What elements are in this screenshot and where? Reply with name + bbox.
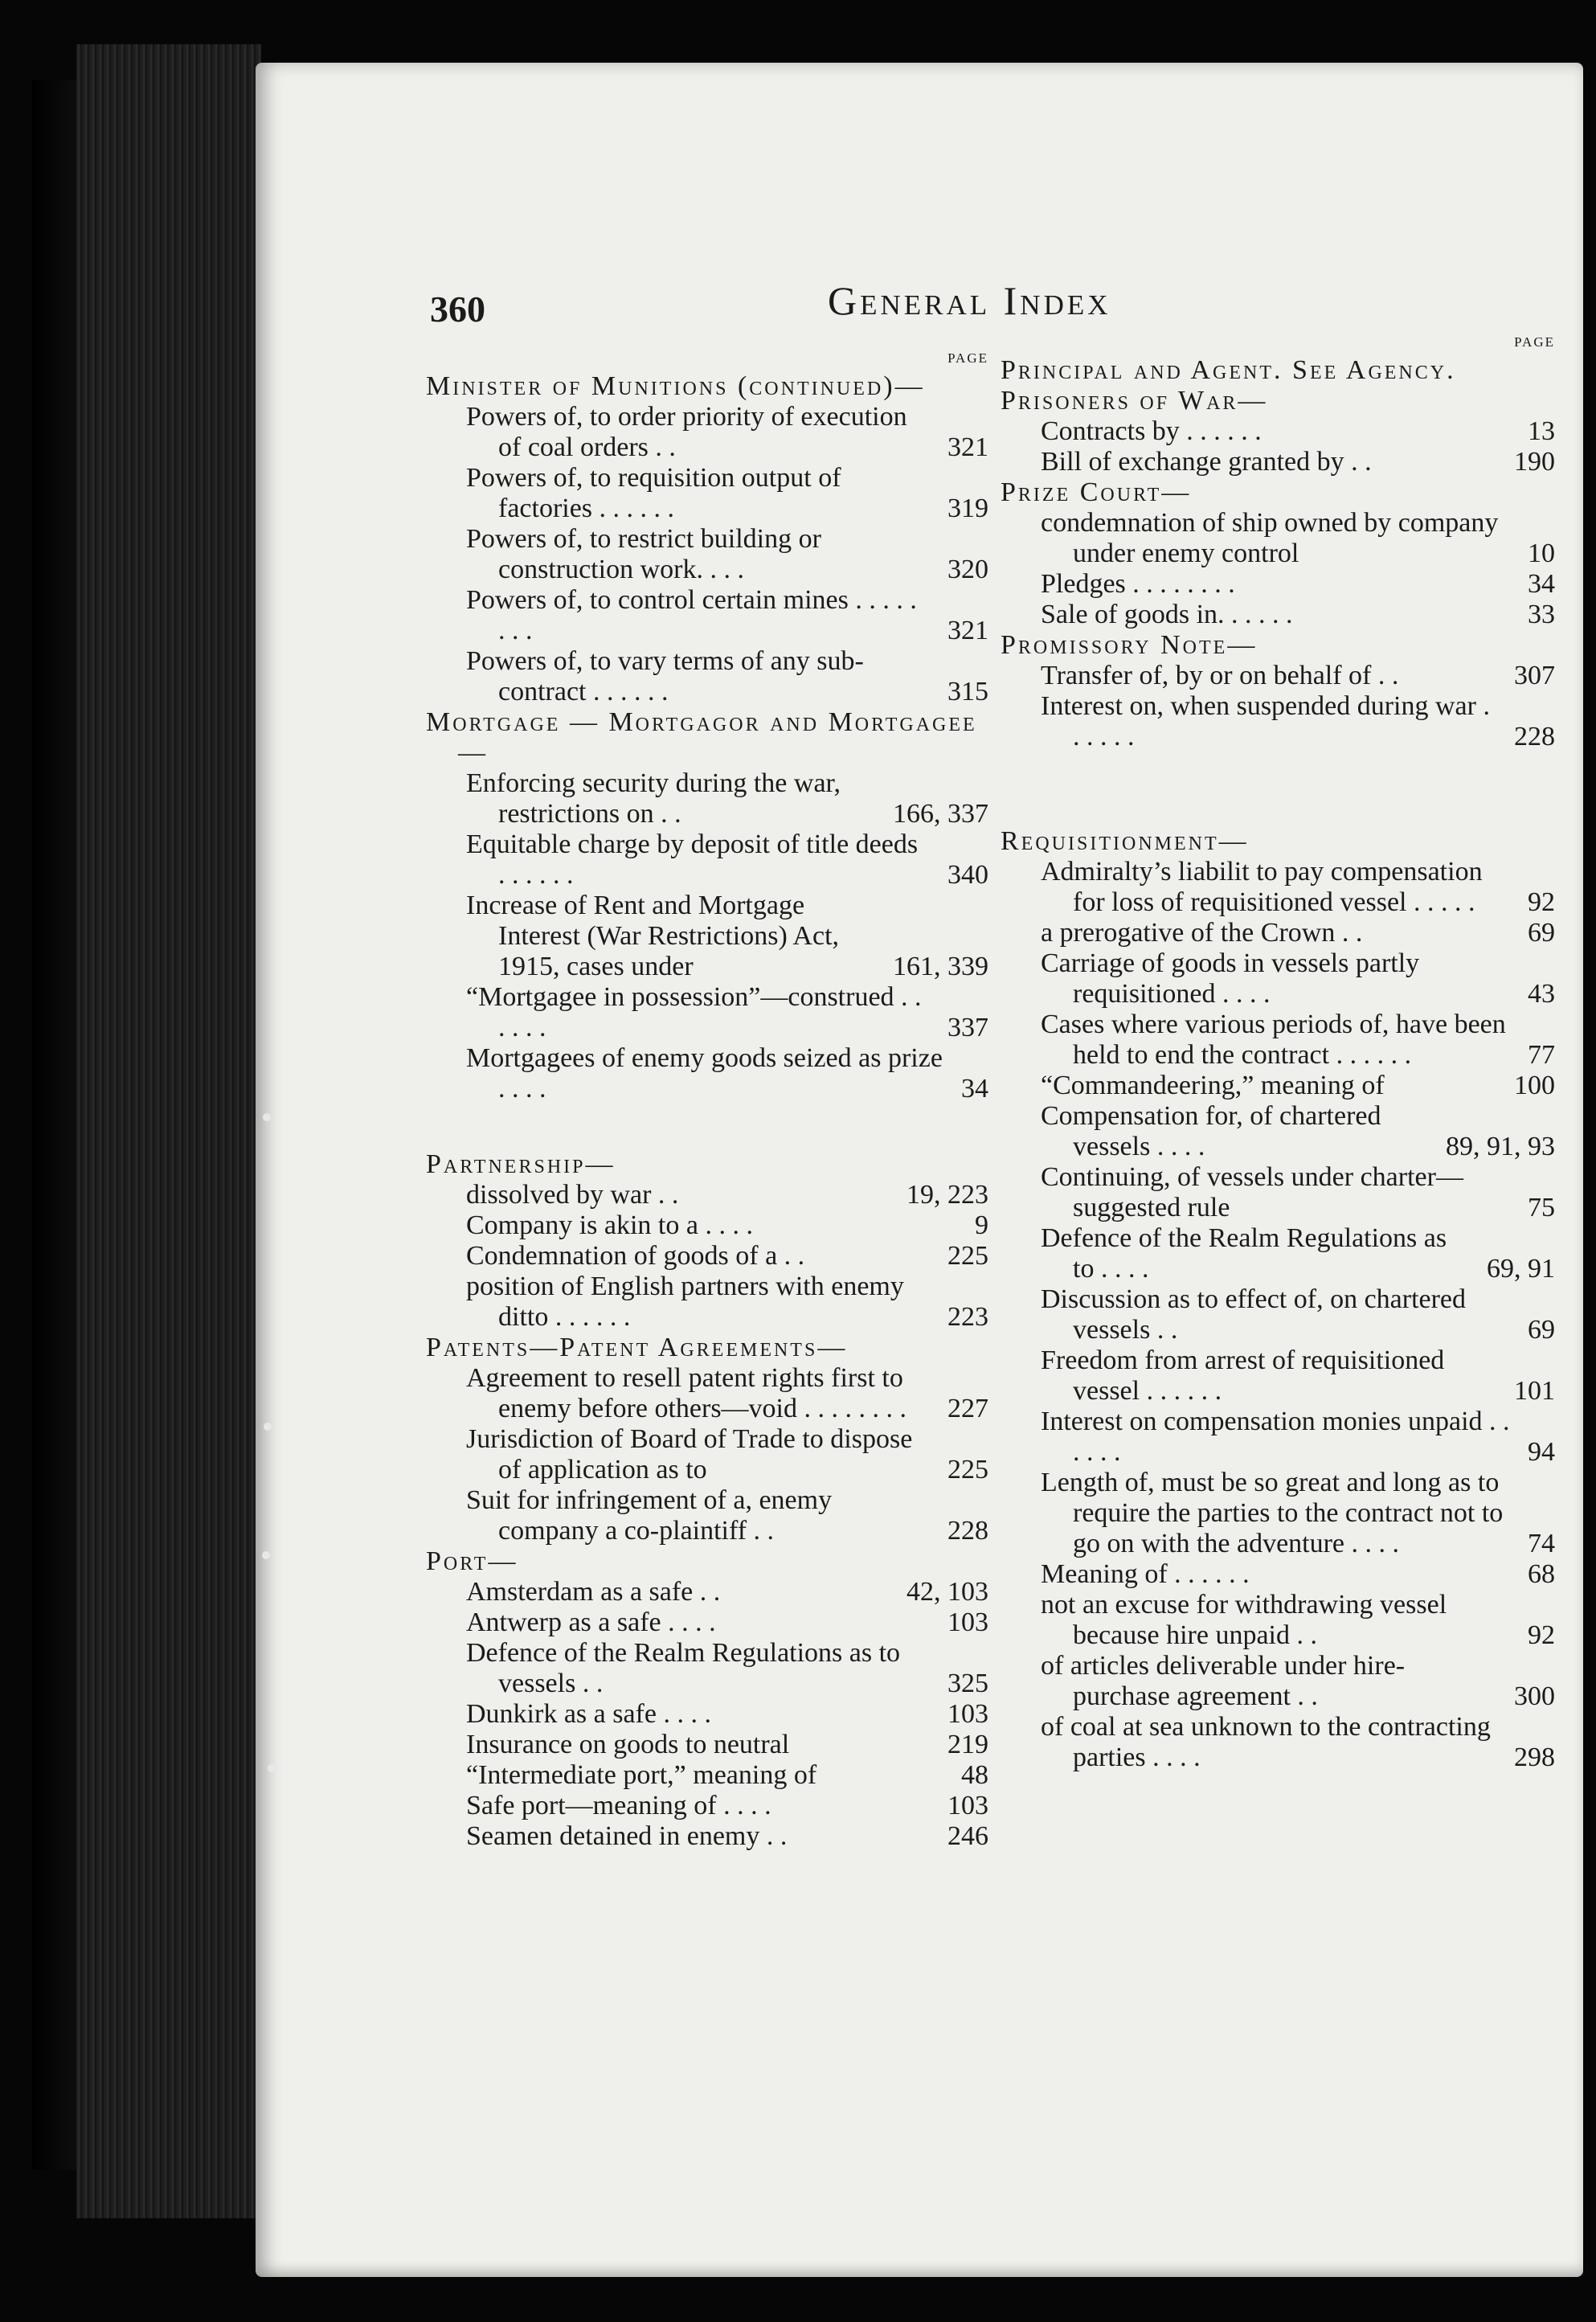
entry-page-ref: 89, 91, 93 bbox=[1446, 1132, 1555, 1161]
index-subentry bbox=[426, 1363, 988, 1424]
index-subentry bbox=[1001, 1559, 1555, 1590]
entry-text: Admiralty’s liabilit to pay compensation for loss of requisitioned vessel . . . . . bbox=[1041, 857, 1483, 917]
entry-text: Interest on, when suspended during war . . . . . . bbox=[1041, 691, 1490, 751]
entry-page-ref: 246 bbox=[947, 1821, 988, 1851]
entry-text: Principal and Agent. See Agency. bbox=[1001, 355, 1456, 385]
index-column-left bbox=[426, 346, 988, 1852]
entry-text: Mortgage — Mortgagor and Mortgagee— bbox=[426, 707, 977, 768]
index-entries bbox=[1001, 355, 1555, 1773]
entry-page-ref: 300 bbox=[1514, 1681, 1555, 1711]
entry-text: Cases where various periods of, have been held to end the contract . . . . . . bbox=[1041, 1009, 1506, 1070]
entry-text: Antwerp as a safe . . . . bbox=[466, 1607, 716, 1637]
index-heading bbox=[1001, 826, 1555, 857]
index-subentry bbox=[1001, 1009, 1555, 1071]
index-subentry bbox=[426, 1699, 988, 1730]
entry-text: Prisoners of War— bbox=[1001, 386, 1268, 416]
index-subentry bbox=[426, 1638, 988, 1699]
entry-text: “Commandeering,” meaning of bbox=[1041, 1071, 1385, 1100]
index-subentry bbox=[426, 1577, 988, 1607]
entry-text: Seamen detained in enemy . . bbox=[466, 1821, 788, 1851]
entry-page-ref: 225 bbox=[947, 1241, 988, 1271]
entry-page-ref: 161, 339 bbox=[893, 952, 988, 981]
entry-page-ref: 337 bbox=[947, 1013, 988, 1042]
entry-text: Meaning of . . . . . . bbox=[1041, 1559, 1250, 1589]
index-subentry bbox=[426, 982, 988, 1043]
entry-page-ref: 48 bbox=[961, 1760, 988, 1790]
entry-text: Bill of exchange granted by . . bbox=[1041, 447, 1372, 477]
index-subentry bbox=[426, 1730, 988, 1760]
entry-text: Powers of, to order priority of execution of coal orders . . bbox=[466, 402, 907, 462]
page-title: General Index bbox=[828, 278, 1111, 323]
entry-text: not an excuse for withdrawing vessel because hire unpaid . . bbox=[1041, 1590, 1447, 1650]
entry-text: Patents—Patent Agreements— bbox=[426, 1333, 848, 1362]
entry-page-ref: 321 bbox=[947, 616, 988, 645]
entry-page-ref: 325 bbox=[947, 1669, 988, 1698]
entry-page-ref: 228 bbox=[947, 1516, 988, 1546]
entry-page-ref: 298 bbox=[1514, 1743, 1555, 1772]
entry-text: Interest on compensation monies unpaid . . . . . . bbox=[1041, 1407, 1510, 1467]
entry-page-ref: 92 bbox=[1528, 1620, 1555, 1650]
entry-page-ref: 34 bbox=[1528, 569, 1555, 599]
entry-text: Pledges . . . . . . . . bbox=[1041, 569, 1235, 599]
entry-text: Requisitionment— bbox=[1001, 826, 1249, 856]
entry-page-ref: 9 bbox=[975, 1210, 988, 1240]
entry-text: Discussion as to effect of, on chartered vessels . . bbox=[1041, 1284, 1467, 1345]
entry-spacer bbox=[1001, 752, 1555, 826]
entry-page-ref: 69 bbox=[1528, 1315, 1555, 1345]
entry-page-ref: 319 bbox=[947, 493, 988, 523]
running-header bbox=[0, 273, 1596, 330]
entry-text: Sale of goods in. . . . . . bbox=[1041, 600, 1293, 629]
entry-spacer bbox=[426, 1104, 988, 1149]
entry-text: “Intermediate port,” meaning of bbox=[466, 1760, 817, 1790]
entry-text: Defence of the Realm Regulations as to . . . . bbox=[1041, 1223, 1447, 1284]
entry-text: Port— bbox=[426, 1546, 518, 1576]
index-subentry bbox=[1001, 508, 1555, 569]
page-speck bbox=[264, 1423, 272, 1431]
entry-text: Contracts by . . . . . . bbox=[1041, 416, 1262, 446]
index-subentry bbox=[426, 646, 988, 707]
entry-text: Suit for infringement of a, enemy company a co-plaintiff . . bbox=[466, 1485, 833, 1546]
index-subentry bbox=[426, 1180, 988, 1210]
index-subentry bbox=[426, 585, 988, 646]
entry-text: “Mortgagee in possession”—construed . . . . . . bbox=[466, 982, 922, 1042]
index-subentry bbox=[426, 1821, 988, 1852]
entry-text: Defence of the Realm Regulations as to vessels . . bbox=[466, 1638, 901, 1698]
index-subentry bbox=[1001, 691, 1555, 752]
entry-text: condemnation of ship owned by company under enemy control bbox=[1041, 508, 1499, 568]
entry-page-ref: 103 bbox=[947, 1699, 988, 1729]
book-spine bbox=[76, 44, 261, 2218]
entry-page-ref: 101 bbox=[1514, 1376, 1555, 1406]
index-column-right bbox=[1001, 330, 1555, 1773]
entry-text: Agreement to resell patent rights first to enemy before others—void . . . . . . . . bbox=[466, 1363, 906, 1423]
index-subentry bbox=[426, 1043, 988, 1104]
entry-page-ref: 100 bbox=[1514, 1071, 1555, 1100]
page-speck bbox=[262, 1551, 270, 1559]
index-subentry bbox=[426, 1210, 988, 1241]
index-subentry bbox=[1001, 1101, 1555, 1162]
entry-page-ref: 68 bbox=[1528, 1559, 1555, 1589]
index-subentry bbox=[426, 1241, 988, 1272]
entry-text: Freedom from arrest of requisitioned vessel . . . . . . bbox=[1041, 1345, 1445, 1406]
index-subentry bbox=[1001, 1284, 1555, 1345]
page-speck bbox=[268, 1764, 276, 1772]
entry-page-ref: 33 bbox=[1528, 600, 1555, 629]
entry-page-ref: 307 bbox=[1514, 661, 1555, 690]
entry-text: Condemnation of goods of a . . bbox=[466, 1241, 805, 1271]
page-column-label: PAGE bbox=[1514, 334, 1555, 350]
entry-page-ref: 103 bbox=[947, 1607, 988, 1637]
entry-text: Compensation for, of chartered vessels . . . . bbox=[1041, 1101, 1381, 1161]
entry-page-ref: 77 bbox=[1528, 1040, 1555, 1070]
entry-page-ref: 321 bbox=[947, 432, 988, 462]
index-subentry bbox=[426, 1272, 988, 1333]
entry-text: Carriage of goods in vessels partly requisitioned . . . . bbox=[1041, 948, 1420, 1009]
index-heading bbox=[426, 707, 988, 768]
entry-page-ref: 320 bbox=[947, 555, 988, 584]
entry-page-ref: 13 bbox=[1528, 416, 1555, 446]
index-subentry bbox=[426, 768, 988, 829]
entry-page-ref: 94 bbox=[1528, 1437, 1555, 1467]
entry-page-ref: 219 bbox=[947, 1730, 988, 1759]
entry-page-ref: 43 bbox=[1528, 979, 1555, 1009]
index-subentry bbox=[1001, 1345, 1555, 1407]
entry-page-ref: 228 bbox=[1514, 722, 1555, 751]
entry-page-ref: 92 bbox=[1528, 887, 1555, 917]
index-heading bbox=[426, 1149, 988, 1180]
index-subentry bbox=[1001, 1590, 1555, 1651]
entry-page-ref: 340 bbox=[947, 860, 988, 890]
entry-text: Safe port—meaning of . . . . bbox=[466, 1791, 771, 1820]
index-subentry bbox=[1001, 661, 1555, 691]
entry-page-ref: 19, 223 bbox=[906, 1180, 988, 1210]
index-subentry bbox=[426, 524, 988, 585]
index-subentry bbox=[1001, 948, 1555, 1009]
entry-text: dissolved by war . . bbox=[466, 1180, 679, 1210]
entry-page-ref: 223 bbox=[947, 1302, 988, 1332]
index-heading bbox=[426, 371, 988, 402]
entry-text: Amsterdam as a safe . . bbox=[466, 1577, 721, 1607]
index-subentry bbox=[426, 402, 988, 463]
entry-page-ref: 69 bbox=[1528, 918, 1555, 948]
entry-text: Partnership— bbox=[426, 1149, 616, 1179]
index-subentry bbox=[1001, 1162, 1555, 1223]
entry-text: Company is akin to a . . . . bbox=[466, 1210, 753, 1240]
entry-text: Equitable charge by deposit of title deeds . . . . . . bbox=[466, 829, 919, 890]
entry-page-ref: 34 bbox=[961, 1074, 988, 1104]
index-subentry bbox=[426, 1791, 988, 1821]
entry-text: Increase of Rent and Mortgage Interest (War Restrictions) Act, 1915, cases under bbox=[466, 891, 840, 981]
index-heading bbox=[1001, 477, 1555, 508]
index-subentry bbox=[1001, 1468, 1555, 1559]
entry-text: of articles deliverable under hire-purchase agreement . . bbox=[1041, 1651, 1406, 1711]
index-heading bbox=[426, 1546, 988, 1577]
index-subentry bbox=[426, 829, 988, 891]
entry-text: Mortgagees of enemy goods seized as prize . . . . bbox=[466, 1043, 943, 1104]
index-entries bbox=[426, 371, 988, 1852]
index-subentry bbox=[1001, 1071, 1555, 1101]
entry-page-ref: 227 bbox=[947, 1394, 988, 1423]
entry-page-ref: 69, 91 bbox=[1487, 1254, 1555, 1284]
entry-page-ref: 103 bbox=[947, 1791, 988, 1820]
entry-text: Powers of, to control certain mines . . . . . . . . bbox=[466, 585, 917, 645]
entry-text: Continuing, of vessels under charter—suggested rule bbox=[1041, 1162, 1463, 1222]
entry-text: Powers of, to vary terms of any sub-contract . . . . . . bbox=[466, 646, 864, 706]
entry-page-ref: 10 bbox=[1528, 539, 1555, 568]
index-heading bbox=[1001, 355, 1555, 386]
index-subentry bbox=[426, 891, 988, 982]
index-subentry bbox=[1001, 1223, 1555, 1284]
entry-page-ref: 190 bbox=[1514, 447, 1555, 477]
entry-text: Minister of Munitions (continued)— bbox=[426, 371, 925, 401]
entry-page-ref: 166, 337 bbox=[893, 799, 988, 829]
entry-text: of coal at sea unknown to the contracting parties . . . . bbox=[1041, 1712, 1491, 1772]
entry-text: Insurance on goods to neutral bbox=[466, 1730, 790, 1759]
entry-page-ref: 42, 103 bbox=[906, 1577, 988, 1607]
entry-text: Transfer of, by or on behalf of . . bbox=[1041, 661, 1399, 690]
index-subentry bbox=[1001, 416, 1555, 447]
index-subentry bbox=[1001, 569, 1555, 600]
entry-text: Enforcing security during the war, restrictions on . . bbox=[466, 768, 841, 829]
index-heading bbox=[1001, 386, 1555, 416]
index-subentry bbox=[426, 1607, 988, 1638]
index-subentry bbox=[426, 463, 988, 524]
entry-page-ref: 74 bbox=[1528, 1529, 1555, 1558]
page-speck bbox=[263, 1113, 271, 1121]
index-subentry bbox=[426, 1760, 988, 1791]
index-heading bbox=[1001, 630, 1555, 661]
entry-text: Promissory Note— bbox=[1001, 630, 1258, 660]
entry-text: position of English partners with enemy ditto . . . . . . bbox=[466, 1272, 904, 1332]
index-subentry bbox=[1001, 1651, 1555, 1712]
index-subentry bbox=[1001, 918, 1555, 948]
index-subentry bbox=[1001, 600, 1555, 630]
index-heading bbox=[426, 1333, 988, 1363]
index-subentry bbox=[426, 1424, 988, 1485]
entry-text: Prize Court— bbox=[1001, 477, 1192, 507]
index-subentry bbox=[1001, 857, 1555, 918]
entry-text: Dunkirk as a safe . . . . bbox=[466, 1699, 711, 1729]
entry-page-ref: 315 bbox=[947, 677, 988, 706]
entry-text: a prerogative of the Crown . . bbox=[1041, 918, 1363, 948]
entry-text: Powers of, to requisition output of factories . . . . . . bbox=[466, 463, 841, 523]
page-column-label: PAGE bbox=[947, 350, 988, 366]
entry-text: Powers of, to restrict building or construction work. . . . bbox=[466, 524, 821, 584]
entry-page-ref: 225 bbox=[947, 1455, 988, 1485]
index-subentry bbox=[426, 1485, 988, 1546]
entry-text: Jurisdiction of Board of Trade to dispose of application as to bbox=[466, 1424, 913, 1485]
entry-text: Length of, must be so great and long as to require the parties to the contract not to go on with the adventure . . . . bbox=[1041, 1468, 1504, 1558]
entry-page-ref: 75 bbox=[1528, 1193, 1555, 1222]
index-subentry bbox=[1001, 1407, 1555, 1468]
index-subentry bbox=[1001, 447, 1555, 477]
page-number: 360 bbox=[430, 289, 485, 330]
index-subentry bbox=[1001, 1712, 1555, 1773]
